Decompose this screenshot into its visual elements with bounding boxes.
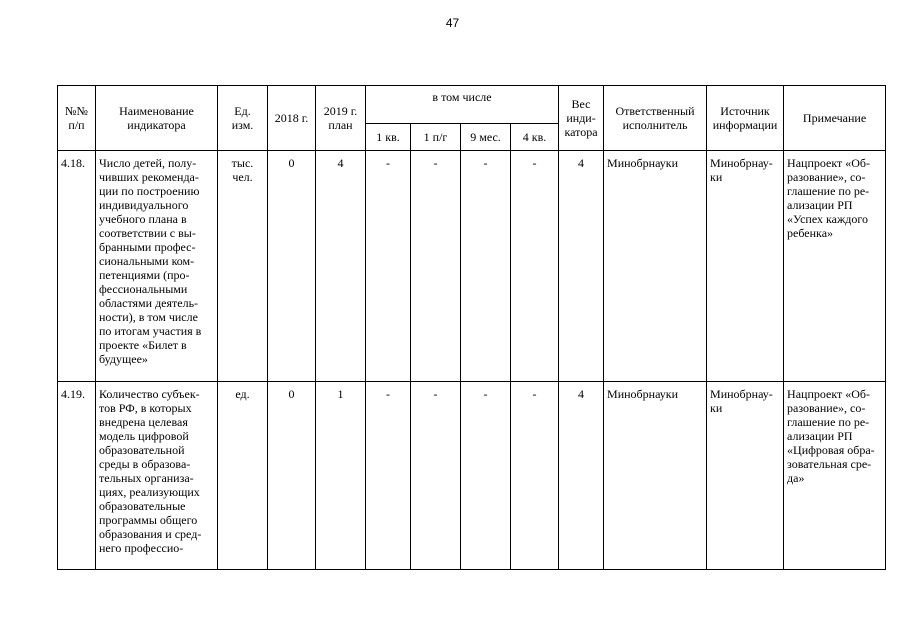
row-2018: 0 <box>268 151 316 382</box>
row-weight: 4 <box>559 151 604 382</box>
header-note: Примечание <box>784 86 886 151</box>
row-weight: 4 <box>559 382 604 570</box>
row-responsible: Минобрнауки <box>604 151 707 382</box>
header-unit: Ед. изм. <box>218 86 268 151</box>
row-name: Число детей, полу- чивших рекоменда- ции по построению индивидуального учебного плана в соответствии с вы- бранными профес- сиональными ком- петенциями (про- фессиональными областями деятель- ности), в том числе по итогам участия в проекте «Билет в будущее» <box>96 151 218 382</box>
row-source: Минобрнау- ки <box>707 382 784 570</box>
row-9m: - <box>461 151 511 382</box>
header-num: №№ п/п <box>58 86 96 151</box>
row-2018: 0 <box>268 382 316 570</box>
header-h1: 1 п/г <box>411 124 461 151</box>
row-unit: тыс. чел. <box>218 151 268 382</box>
page-number: 47 <box>445 16 460 30</box>
header-name: Наименование индикатора <box>96 86 218 151</box>
row-responsible: Минобрнауки <box>604 382 707 570</box>
table-row <box>58 151 886 382</box>
row-h1: - <box>411 382 461 570</box>
row-source: Минобрнау- ки <box>707 151 784 382</box>
row-2019: 4 <box>316 151 366 382</box>
indicators-table <box>57 85 886 570</box>
row-h1: - <box>411 151 461 382</box>
header-9m: 9 мес. <box>461 124 511 151</box>
row-2019: 1 <box>316 382 366 570</box>
row-num: 4.19. <box>58 382 96 570</box>
header-including: в том числе <box>366 86 559 124</box>
header-q4: 4 кв. <box>511 124 559 151</box>
header-responsible: Ответственный исполнитель <box>604 86 707 151</box>
table-row <box>58 382 886 570</box>
row-note: Нацпроект «Об- разование», со- глашение по ре- ализации РП «Успех каждого ребенка» <box>784 151 886 382</box>
header-weight: Вес инди- катора <box>559 86 604 151</box>
row-9m: - <box>461 382 511 570</box>
header-q1: 1 кв. <box>366 124 411 151</box>
row-q4: - <box>511 382 559 570</box>
row-note: Нацпроект «Об- разование», со- глашение по ре- ализации РП «Цифровая обра- зовательная сре- да» <box>784 382 886 570</box>
header-2019-plan: 2019 г. план <box>316 86 366 151</box>
row-name: Количество субъек- тов РФ, в которых внедрена целевая модель цифровой образовательной среды в образова- тельных организа- циях, реализующих образовательные программы общего образования и сред- него профессио- <box>96 382 218 570</box>
header-source: Источник информации <box>707 86 784 151</box>
row-q1: - <box>366 151 411 382</box>
row-num: 4.18. <box>58 151 96 382</box>
row-q4: - <box>511 151 559 382</box>
header-2018: 2018 г. <box>268 86 316 151</box>
row-q1: - <box>366 382 411 570</box>
row-unit: ед. <box>218 382 268 570</box>
